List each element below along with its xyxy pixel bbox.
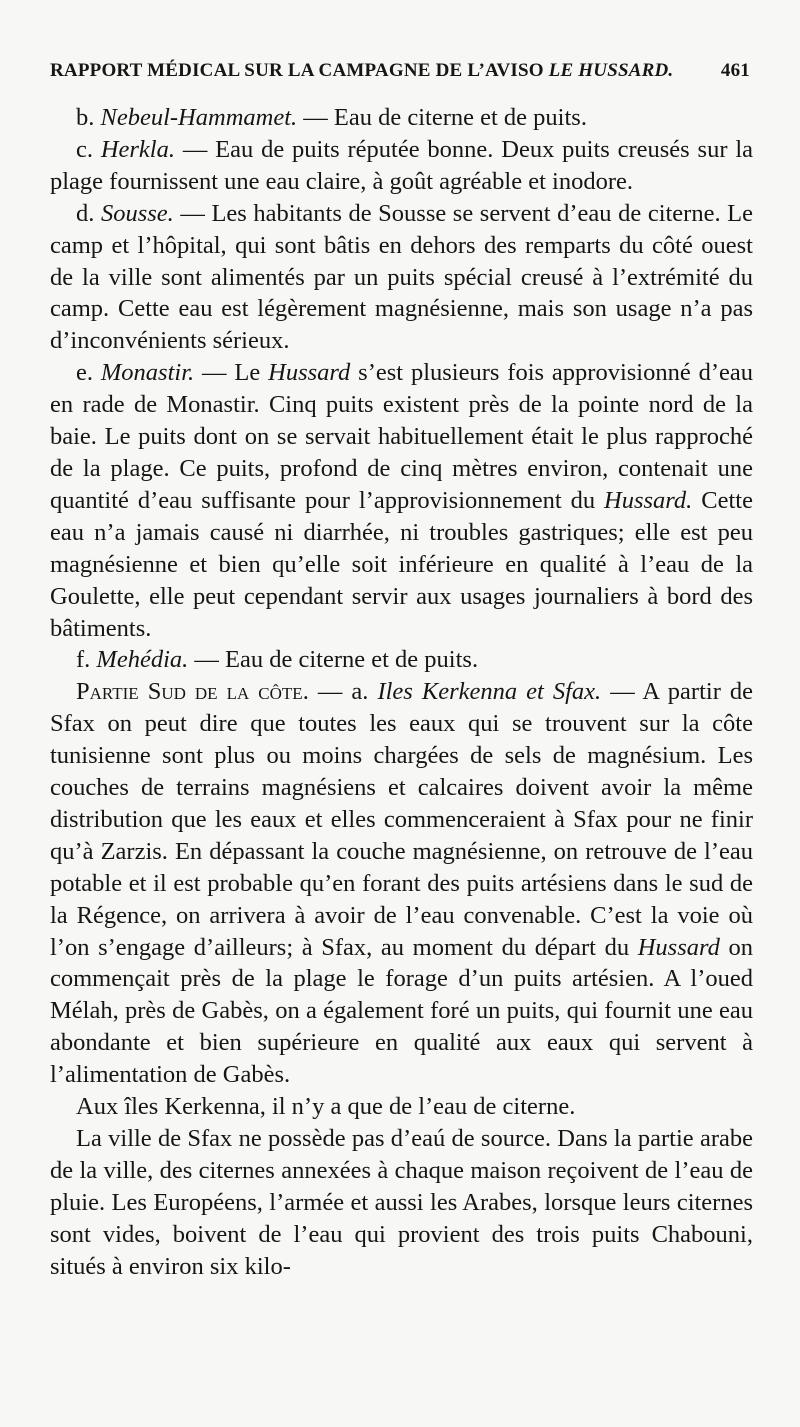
page-body (50, 102, 753, 1283)
paragraph-monastir: e. Monastir. — Le Hussard s’est plusieurs fois approvisionné d’eau en rade de Monastir. Cinq puits existent près de la pointe nord de la baie. Le puits dont on se servait habituellement était le plus rapproché de la plage. Ce puits, profond de cinq mètres environ, contenait une quantité d’eau suffisante pour l’approvisionnement du Hussard. Cette eau n’a jamais causé ni diarrhée, ni troubles gastriques; elle est peu magnésienne et bien qu’elle soit inférieure en qualité à l’eau de la Goulette, elle peut cependant servir aux usages journaliers à bord des bâtiments. (50, 359, 754, 642)
place-name: Sousse. (100, 199, 174, 227)
paragraph-sousse: d. Sousse. — Les habitants de Sousse se servent d’eau de citerne. Le camp et l’hôpital, qui sont bâtis en dehors des remparts du côté ouest de la ville sont alimentés par un puits spécial creusé à l’extrémité du camp. Cette eau est légèrement magnésienne, mais son usage n’a pas d’inconvénients sérieux. (50, 199, 754, 355)
place-name: Monastir. (100, 359, 195, 387)
running-title: RAPPORT MÉDICAL SUR LA CAMPAGNE DE L’AVISO LE HUSSARD. (50, 60, 674, 81)
paragraph-partie-sud: Partie Sud de la côte. — a. Iles Kerkenna et Sfax. — A partir de Sfax on peut dire que toutes les eaux qui se trouvent sur la côte tunisienne sont plus ou moins chargées de sels de magnésium. Les couches de terrains magnésiens et calcaires doivent avoir la même distribution que les eaux et elles commenceraient à Sfax pour ne finir qu’à Zarzis. En dépassant la couche magnésienne, on retrouve de l’eau potable et il est probable qu’en forant des puits artésiens dans le sud de la Régence, on arrivera à avoir de l’eau convenable. C’est la voie où l’on s’engage d’ailleurs; à Sfax, au moment du départ du Hussard on commençait près de la plage le forage d’un puits artésien. A l’oued Mélah, près de Gabès, on a également foré un puits, qui fournit une eau abondante et bien supérieure en qualité aux eaux qui servent à l’alimentation de Gabès. (50, 678, 754, 1089)
section-heading: Partie Sud de la côte. (76, 678, 309, 706)
ship-name: Hussard. (604, 486, 693, 514)
paragraph-nebeul-hammamet: b. Nebeul-Hammamet. — Eau de citerne et de puits. (76, 104, 587, 131)
ship-name: Hussard (268, 359, 351, 387)
place-name: Nebeul-Hammamet. (100, 104, 298, 131)
paragraph-mehedia: f. Mehédia. — Eau de citerne et de puits. (76, 646, 479, 674)
place-name: Iles Kerkenna et Sfax. (377, 678, 602, 706)
place-name: Mehédia. (96, 646, 189, 674)
paragraph-kerkenna: Aux îles Kerkenna, il n’y a que de l’eau de citerne. (76, 1093, 576, 1121)
ship-name: Hussard (637, 933, 720, 961)
place-name: Herkla. (100, 135, 175, 163)
paragraph-herkla: c. Herkla. — Eau de puits réputée bonne. Deux puits creusés sur la plage fournissent une eau claire, à goût agréable et inodore. (50, 135, 753, 195)
paragraph-sfax: La ville de Sfax ne possède pas d’eaú de source. Dans la partie arabe de la ville, des citernes annexées à chaque maison reçoivent de l’eau de pluie. Les Européens, l’armée et aussi les Arabes, lorsque leurs citernes sont vides, boivent de l’eau qui provient des trois puits Chabouni, situés à environ six kilo- (50, 1125, 753, 1280)
running-header (50, 60, 750, 82)
page-number: 461 (720, 60, 750, 81)
